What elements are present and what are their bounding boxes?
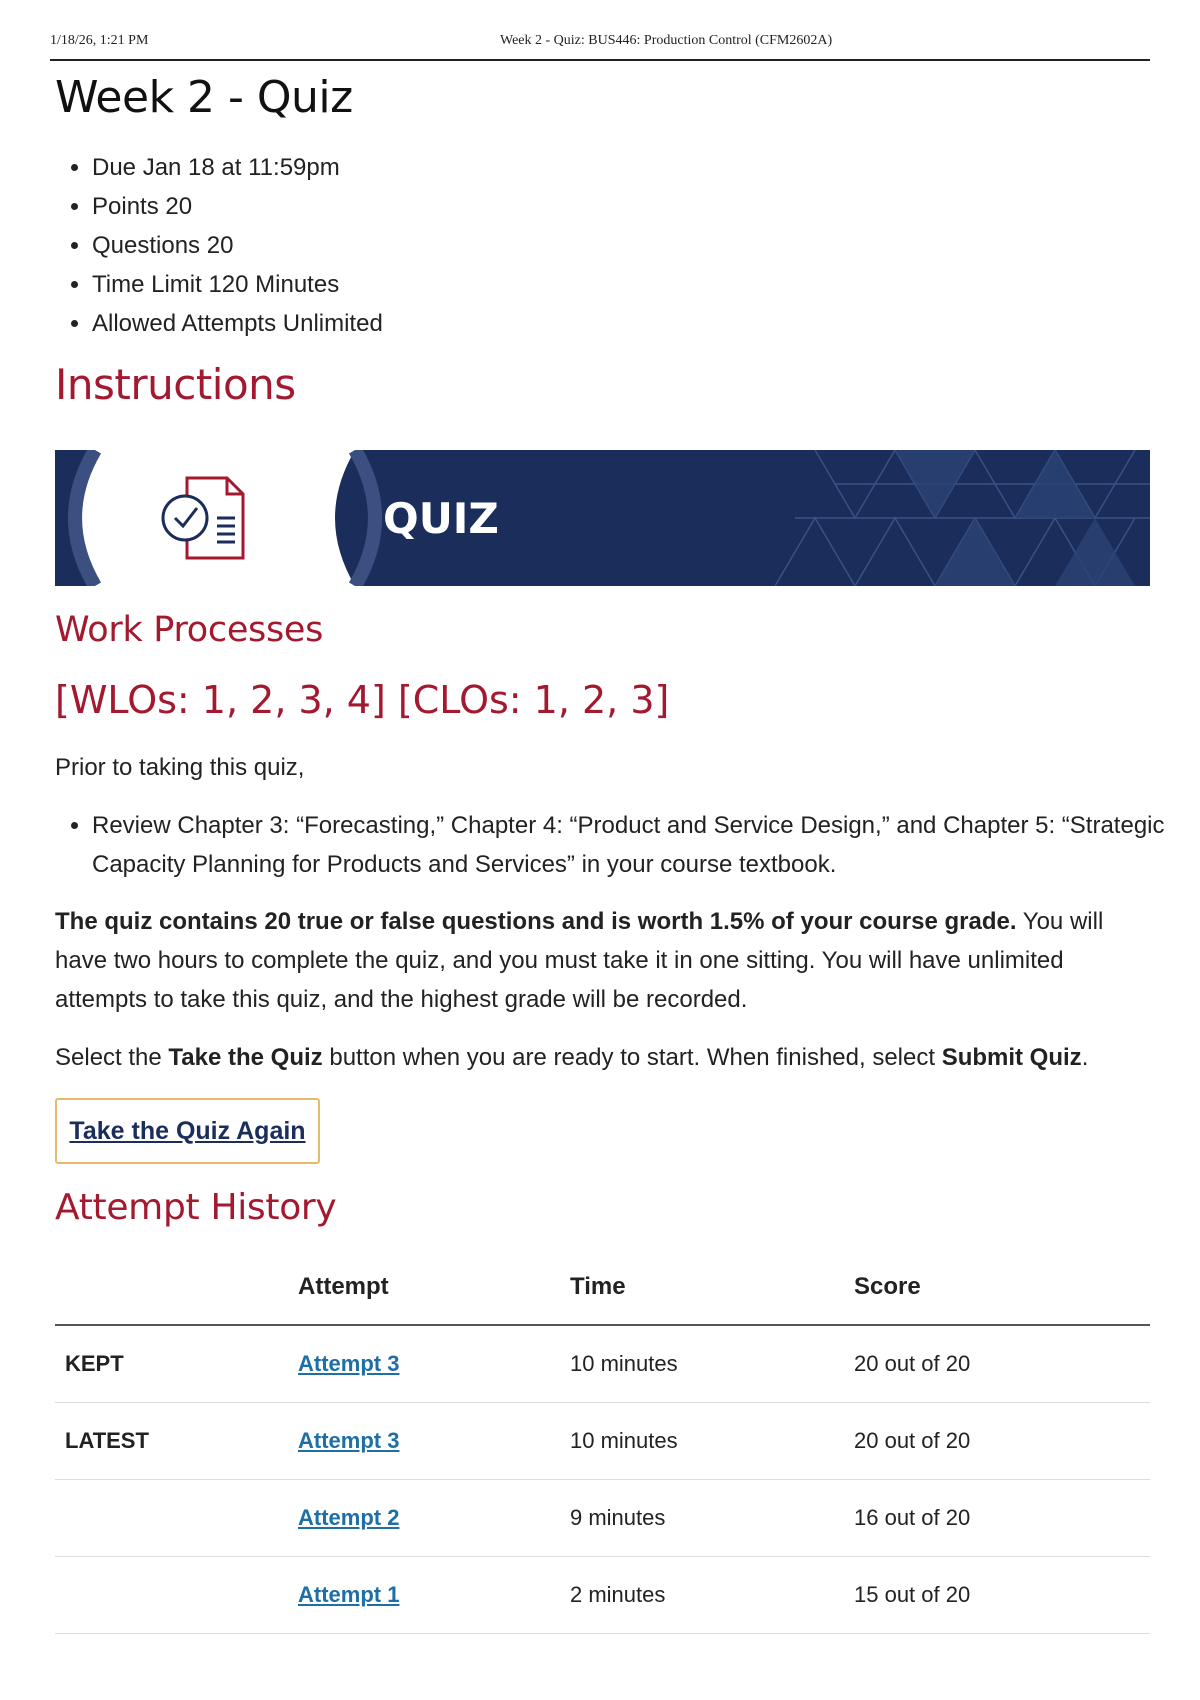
select-paragraph — [55, 1038, 1155, 1077]
attempt-link[interactable]: Attempt 2 — [298, 1505, 400, 1530]
score-cell: 16 out of 20 — [854, 1480, 1150, 1557]
attempt-cell — [298, 1557, 570, 1634]
row-label — [55, 1480, 298, 1557]
questions-count: • Questions 20 — [92, 226, 383, 265]
attempt-cell — [298, 1403, 570, 1480]
work-processes-heading: Work Processes — [55, 610, 324, 650]
instructions-heading: Instructions — [55, 360, 296, 409]
score-cell: 15 out of 20 — [854, 1557, 1150, 1634]
banner-label: QUIZ — [383, 494, 499, 543]
print-page-title: Week 2 - Quiz: BUS446: Production Control (CFM2602A) — [500, 33, 833, 48]
select-bold-submit: Submit Quiz — [941, 1044, 1082, 1071]
table-row — [55, 1325, 1150, 1403]
points: • Points 20 — [92, 187, 383, 226]
grade-paragraph-bold: The quiz contains 20 true or false questions and is worth 1.5% of your course grade. — [55, 908, 1017, 935]
table-row — [55, 1403, 1150, 1480]
attempt-link[interactable]: Attempt 3 — [298, 1428, 400, 1453]
row-label: KEPT — [55, 1325, 298, 1403]
due-date: • Due Jan 18 at 11:59pm — [92, 148, 383, 187]
time-cell: 10 minutes — [570, 1403, 854, 1480]
column-header-time: Time — [570, 1250, 854, 1325]
quiz-details-list — [55, 148, 383, 343]
take-quiz-again-button[interactable]: Take the Quiz Again — [55, 1098, 320, 1164]
grade-paragraph-rest: You will have two hours to complete the quiz, and you must take it in one sitting. You will have unlimited attempts to take this quiz, and the highest grade will be recorded. — [55, 908, 1104, 1013]
select-bold-take: Take the Quiz — [168, 1044, 323, 1071]
print-header — [50, 33, 1150, 61]
attempt-history-heading: Attempt History — [55, 1187, 337, 1228]
column-header-blank — [55, 1250, 298, 1325]
time-cell: 2 minutes — [570, 1557, 854, 1634]
time-cell: 10 minutes — [570, 1325, 854, 1403]
page-title: Week 2 - Quiz — [55, 72, 353, 123]
select-text-2: button when you are ready to start. When finished, select — [322, 1044, 942, 1071]
select-text-1: Select the — [55, 1044, 169, 1071]
table-header-row — [55, 1250, 1150, 1325]
quiz-banner — [55, 450, 1150, 586]
column-header-attempt: Attempt — [298, 1250, 570, 1325]
prior-text: Prior to taking this quiz, — [55, 754, 305, 781]
attempt-history-table — [55, 1250, 1150, 1634]
grade-paragraph — [55, 902, 1155, 1019]
column-header-score: Score — [854, 1250, 1150, 1325]
attempt-link[interactable]: Attempt 3 — [298, 1351, 400, 1376]
allowed-attempts: • Allowed Attempts Unlimited — [92, 304, 383, 343]
print-date: 1/18/26, 1:21 PM — [50, 33, 149, 48]
review-item: • Review Chapter 3: “Forecasting,” Chapter 4: “Product and Service Design,” and Chapter 5: “Strategic Capacity Planning for Products and Services” in your course textbook. — [92, 806, 1192, 884]
time-cell: 9 minutes — [570, 1480, 854, 1557]
learning-outcomes-heading: [WLOs: 1, 2, 3, 4] [CLOs: 1, 2, 3] — [55, 678, 670, 722]
table-row — [55, 1557, 1150, 1634]
attempt-cell — [298, 1325, 570, 1403]
row-label — [55, 1557, 298, 1634]
select-text-3: . — [1081, 1044, 1089, 1071]
attempt-cell — [298, 1480, 570, 1557]
attempt-link[interactable]: Attempt 1 — [298, 1582, 400, 1607]
time-limit: • Time Limit 120 Minutes — [92, 265, 383, 304]
table-row — [55, 1480, 1150, 1557]
review-list — [55, 806, 1192, 884]
score-cell: 20 out of 20 — [854, 1325, 1150, 1403]
row-label: LATEST — [55, 1403, 298, 1480]
score-cell: 20 out of 20 — [854, 1403, 1150, 1480]
